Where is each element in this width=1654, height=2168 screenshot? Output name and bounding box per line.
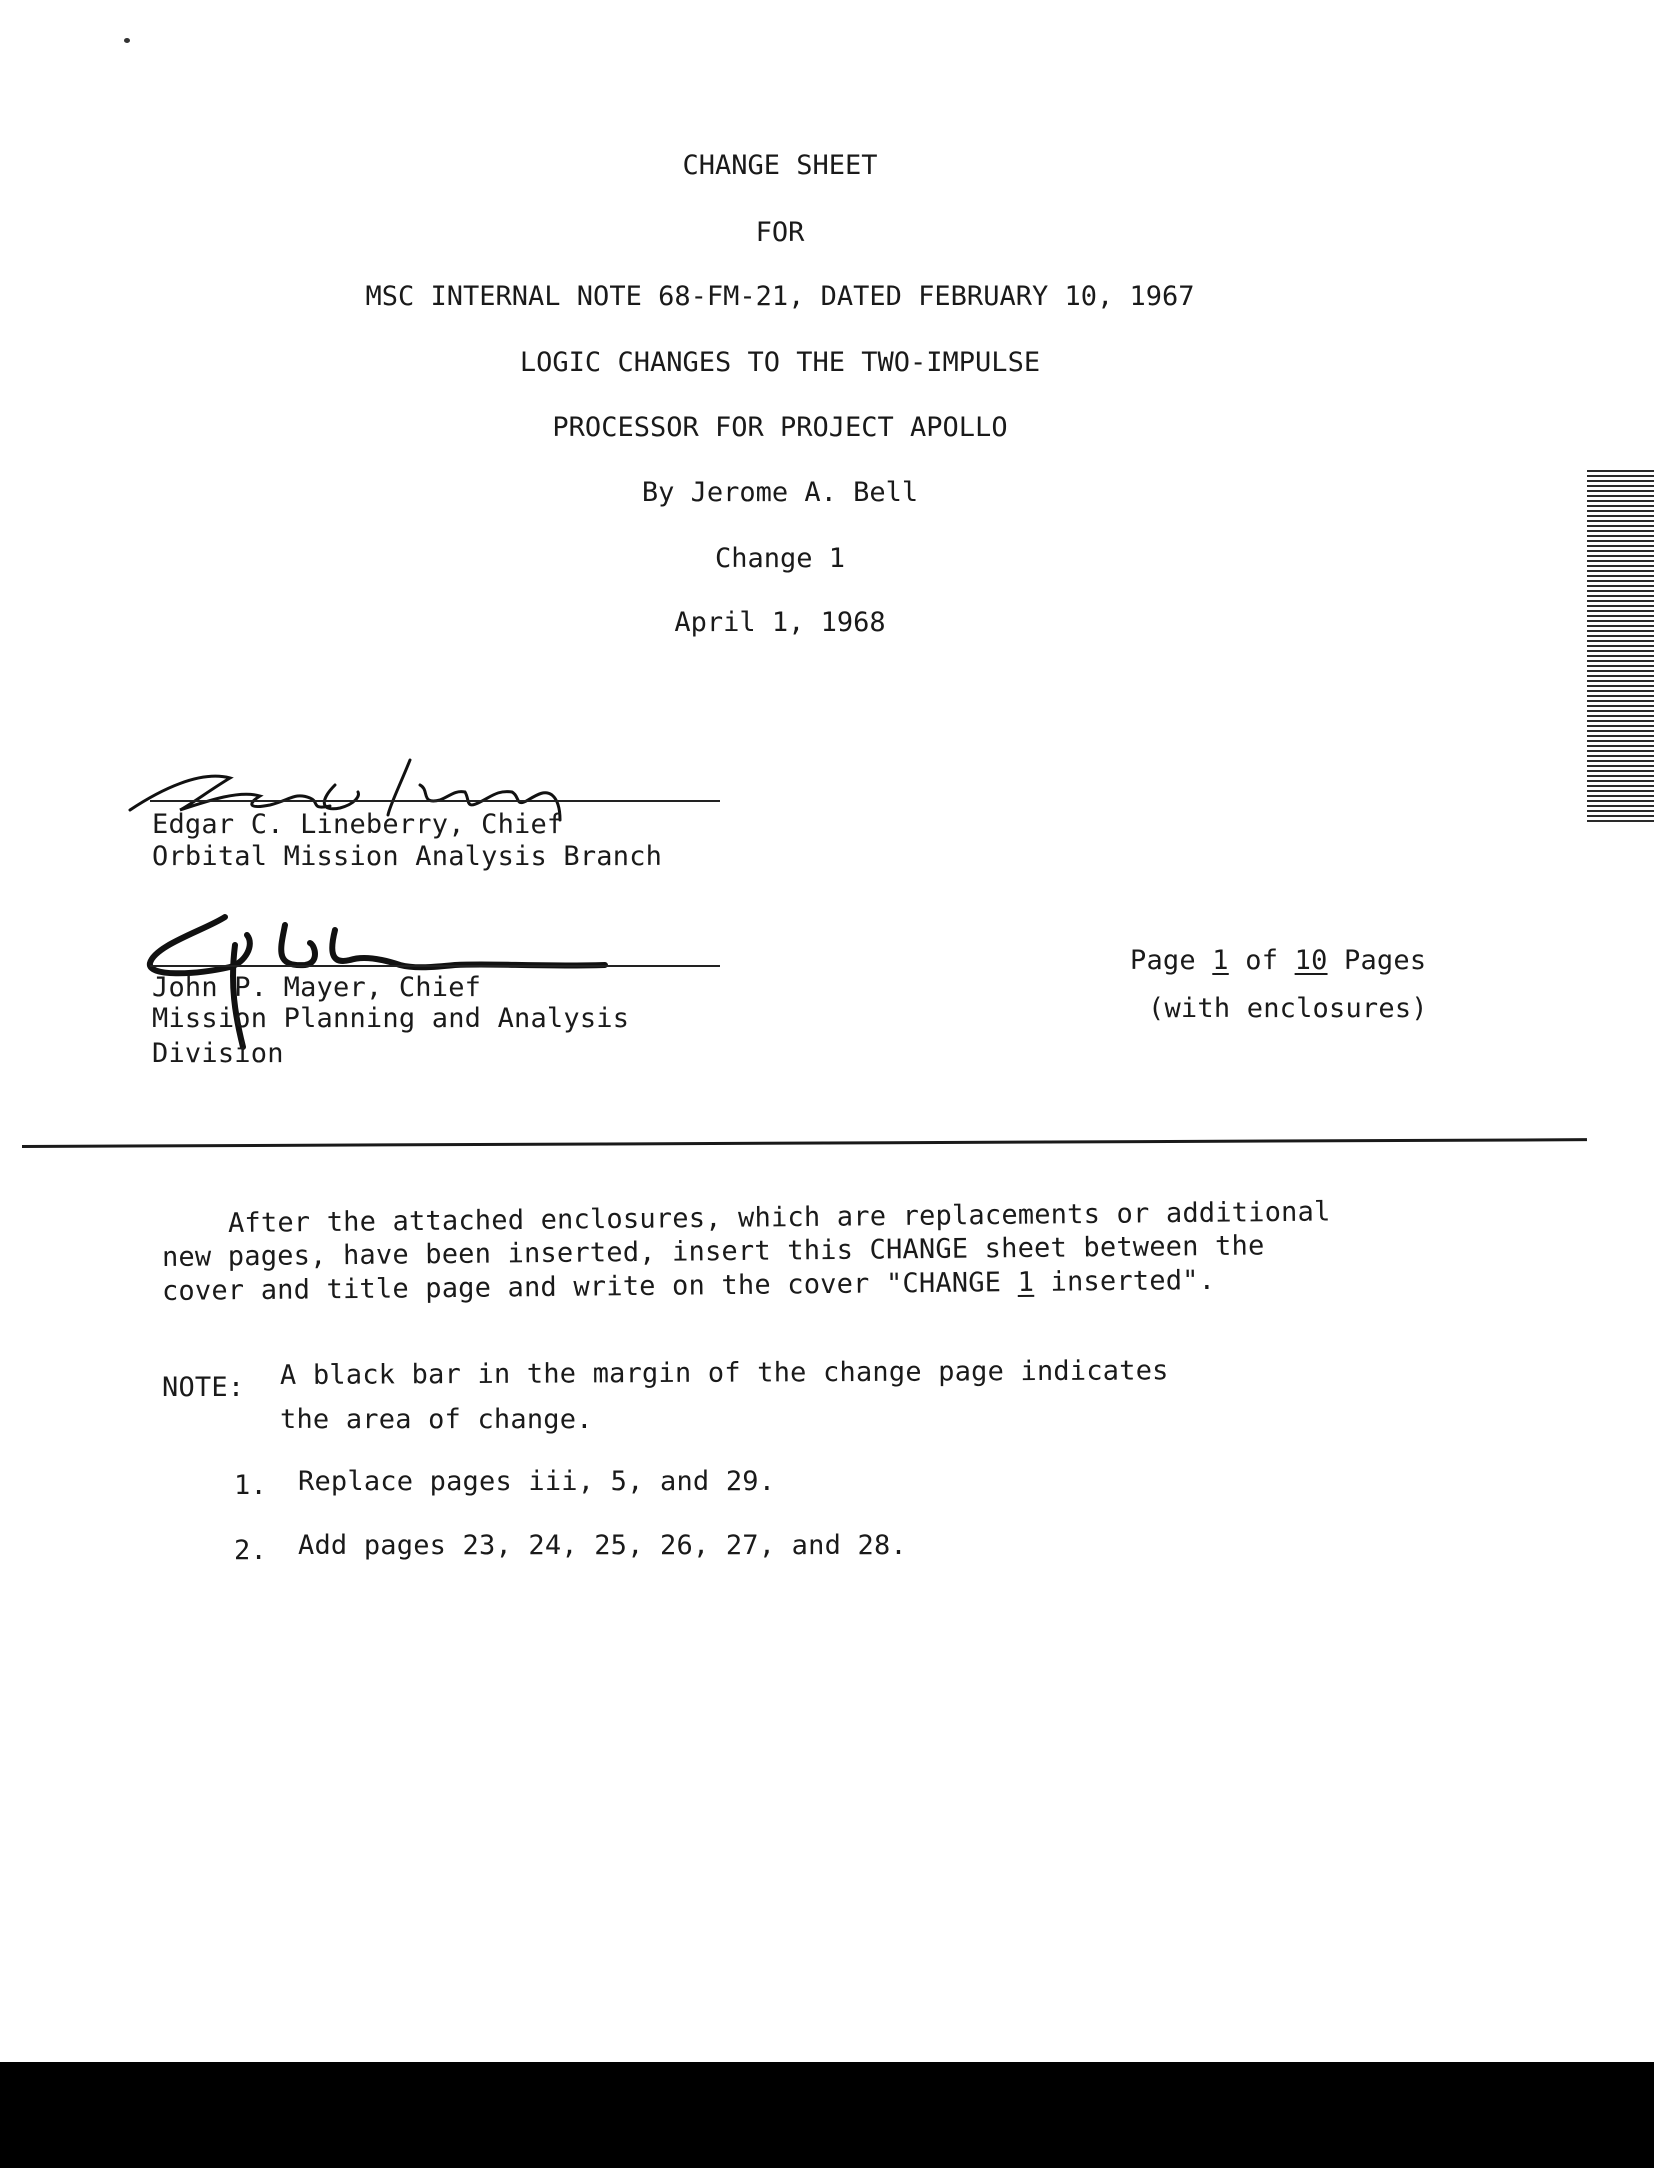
signatory-2-name: John P. Mayer, Chief bbox=[152, 972, 482, 1003]
doc-note-ref: MSC INTERNAL NOTE 68-FM-21, DATED FEBRUARY 10, 1967 bbox=[365, 281, 1195, 312]
scan-bottom-band bbox=[0, 2062, 1654, 2168]
of-word: of bbox=[1245, 945, 1279, 976]
step-1-number: 1. bbox=[234, 1470, 267, 1501]
doc-author: By Jerome A. Bell bbox=[641, 477, 919, 508]
instructions-line-3-post: inserted". bbox=[1033, 1264, 1216, 1298]
doc-title: CHANGE SHEET bbox=[682, 150, 878, 181]
pages-word: Pages bbox=[1344, 945, 1427, 976]
signature-line-2 bbox=[150, 965, 720, 967]
page-count bbox=[1130, 947, 1426, 974]
total-pages: 10 bbox=[1294, 945, 1328, 976]
page-count-note: (with enclosures) bbox=[1148, 993, 1428, 1024]
instructions-line-3 bbox=[161, 1264, 1216, 1307]
scan-barcode-mark bbox=[1587, 470, 1654, 825]
scan-margin bbox=[1587, 0, 1654, 2062]
instructions-line-2: new pages, have been inserted, insert this CHANGE sheet between the bbox=[161, 1230, 1265, 1273]
scan-speck bbox=[124, 38, 130, 43]
signature-line-1 bbox=[150, 800, 720, 802]
doc-date: April 1, 1968 bbox=[674, 607, 886, 638]
doc-for: FOR bbox=[755, 217, 805, 248]
signatory-2-org-cont: Division bbox=[152, 1038, 284, 1069]
step-2-number: 2. bbox=[234, 1535, 267, 1566]
doc-subject-line-2: PROCESSOR FOR PROJECT APOLLO bbox=[552, 412, 1008, 443]
instructions-line-3-pre: cover and title page and write on the cover "CHANGE bbox=[161, 1267, 1018, 1307]
doc-change: Change 1 bbox=[714, 543, 846, 574]
signatory-2-org: Mission Planning and Analysis bbox=[152, 1003, 630, 1034]
note-line-1: A black bar in the margin of the change page indicates bbox=[279, 1355, 1169, 1391]
instructions-line-1: After the attached enclosures, which are replacements or additional bbox=[227, 1196, 1331, 1239]
note-label: NOTE: bbox=[162, 1372, 245, 1403]
step-1-text: Replace pages iii, 5, and 29. bbox=[298, 1466, 776, 1497]
section-divider bbox=[22, 1138, 1587, 1148]
doc-subject-line-1: LOGIC CHANGES TO THE TWO-IMPULSE bbox=[519, 347, 1041, 378]
instructions-change-number: 1 bbox=[1017, 1266, 1035, 1299]
signatory-1-name: Edgar C. Lineberry, Chief bbox=[152, 809, 564, 840]
page-number: 1 bbox=[1212, 945, 1229, 976]
step-2-text: Add pages 23, 24, 25, 26, 27, and 28. bbox=[298, 1530, 907, 1561]
note-line-2: the area of change. bbox=[280, 1404, 593, 1435]
page-word: Page bbox=[1130, 945, 1196, 976]
signatory-1-org: Orbital Mission Analysis Branch bbox=[152, 841, 663, 872]
